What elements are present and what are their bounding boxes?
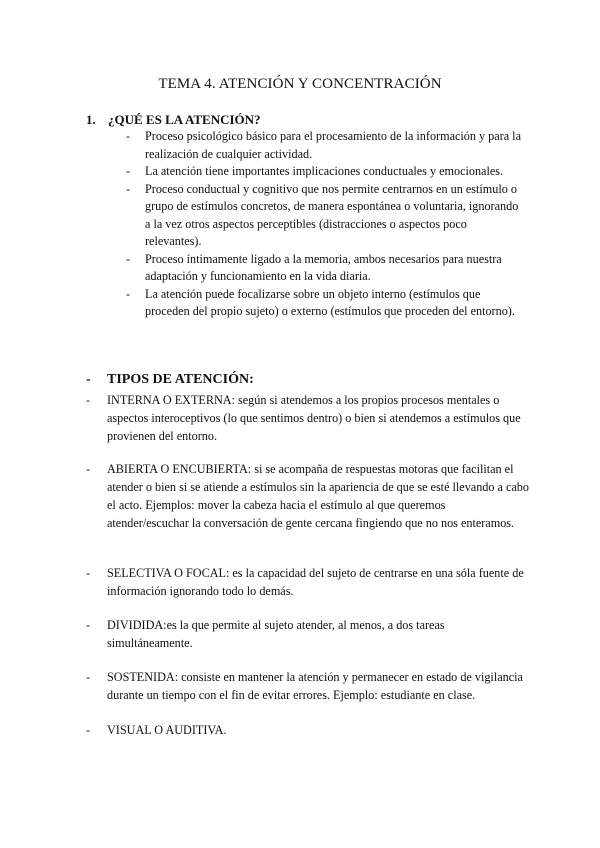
bullet-dash: -	[126, 129, 131, 143]
list-item	[126, 128, 526, 163]
type-item-open-covert	[86, 460, 530, 532]
list-item-text: Proceso íntimamente ligado a la memoria, ambos necesarios para nuestra adaptación y funcionamiento en la vida diaria.	[145, 251, 502, 283]
section-heading-text: TIPOS DE ATENCIÓN:	[107, 372, 254, 387]
type-item-text: SELECTIVA O FOCAL: es la capacidad del sujeto de centrarse en una sóla fuente de información ignorando todo lo demás.	[107, 566, 524, 598]
section-number: 1.	[86, 112, 96, 127]
bullet-dash: -	[86, 372, 91, 387]
type-item-text: VISUAL O AUDITIVA.	[107, 723, 227, 737]
bullet-dash: -	[86, 618, 91, 632]
definition-list	[126, 128, 526, 321]
section-heading-text: ¿QUÉ ES LA ATENCIÓN?	[108, 112, 261, 127]
list-item	[126, 251, 526, 286]
section-heading-attention-types	[86, 372, 254, 388]
type-item-divided	[86, 616, 530, 652]
bullet-dash: -	[86, 723, 91, 737]
bullet-dash: -	[126, 286, 131, 301]
bullet-dash: -	[126, 251, 131, 266]
type-item-internal-external	[86, 391, 530, 445]
bullet-dash: -	[86, 393, 91, 407]
list-item-text: Proceso psicológico básico para el procesamiento de la información y para la realización de cualquier actividad.	[145, 129, 521, 161]
type-item-text: DIVIDIDA:es la que permite al sujeto atender, al menos, a dos tareas simultáneamente.	[107, 618, 445, 650]
list-item-text: La atención puede focalizarse sobre un objeto interno (estímulos que proceden del propio sujeto) o externo (estímulos que proceden del entorno).	[145, 286, 515, 318]
type-item-sustained	[86, 668, 530, 704]
list-item-text: Proceso conductual y cognitivo que nos permite centrarnos en un estímulo o grupo de estímulos concretos, de manera espontánea o voluntaria, ignorando a la vez otros aspectos perceptibles (distracciones o aspectos poco relevantes).	[145, 181, 519, 248]
list-item	[126, 181, 526, 251]
bullet-dash: -	[126, 181, 131, 196]
type-item-visual-auditory	[86, 721, 530, 739]
type-item-text: ABIERTA O ENCUBIERTA: si se acompaña de respuestas motoras que facilitan el atender o bien si se atiende a estímulos sin la apariencia de que se esté llevando a cabo el acto. Ejemplos: mover la cabeza hacia el estímulo al que queremos atender/escuchar la conversación de gente cercana fingiendo que no nos enteramos.	[107, 462, 529, 530]
section-heading-what-is-attention	[86, 112, 261, 128]
bullet-dash: -	[86, 462, 91, 476]
bullet-dash: -	[86, 566, 91, 580]
bullet-dash: -	[126, 164, 131, 178]
type-item-text: INTERNA O EXTERNA: según si atendemos a los propios procesos mentales o aspectos interoceptivos (lo que sentimos dentro) o bien si atendemos a estímulos que provienen del entorno.	[107, 393, 521, 443]
type-item-text: SOSTENIDA: consiste en mantener la atención y permanecer en estado de vigilancia durante un tiempo con el fin de evitar errores. Ejemplo: estudiante en clase.	[107, 670, 523, 702]
document-title: TEMA 4. ATENCIÓN Y CONCENTRACIÓN	[158, 76, 442, 92]
list-item	[126, 286, 526, 321]
bullet-dash: -	[86, 670, 91, 684]
list-item-text: La atención tiene importantes implicaciones conductuales y emocionales.	[145, 164, 504, 178]
type-item-selective-focal	[86, 564, 530, 600]
list-item	[126, 163, 526, 181]
